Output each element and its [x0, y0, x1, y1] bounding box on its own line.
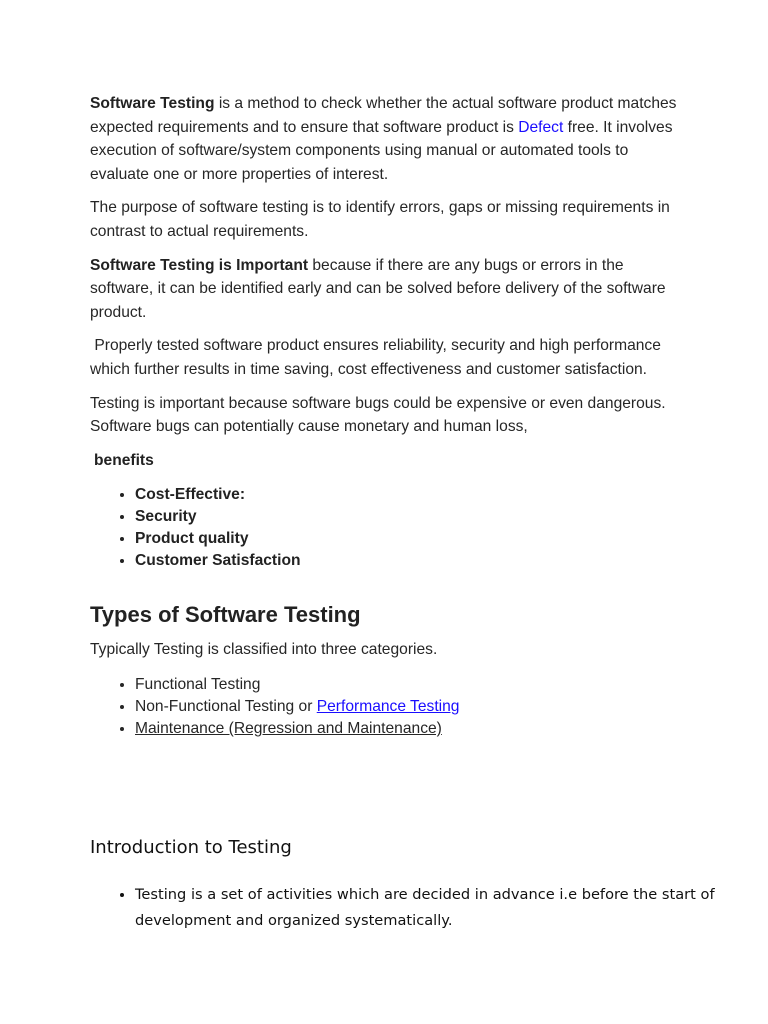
list-item: • Customer Satisfaction — [135, 550, 690, 572]
term-importance: Software Testing is Important — [90, 256, 309, 274]
performance-testing-link[interactable]: Performance Testing — [316, 697, 460, 715]
benefits-label: benefits — [94, 451, 154, 469]
types-list — [90, 674, 690, 740]
document-page — [90, 92, 715, 929]
definition-text-b: free. It involves execution of software/system components using manual or automated tools to evaluate one or more properties of interest. — [90, 118, 673, 183]
nonfunctional-text: Non-Functional Testing or — [135, 697, 317, 715]
list-item: • Functional Testing — [135, 674, 690, 696]
intro-heading: Introduction to Testing — [90, 837, 292, 858]
importance-text: because if there are any bugs or errors in the software, it can be identified early and can be solved before delivery of the software product. — [90, 256, 666, 321]
defect-link[interactable]: Defect — [518, 118, 564, 136]
paragraph-definition — [90, 92, 690, 186]
maintenance-text: Maintenance (Regression and Maintenance) — [135, 719, 442, 737]
benefits-list — [90, 484, 690, 572]
types-intro: Typically Testing is classified into three categories. — [90, 641, 438, 659]
list-item: • Product quality — [135, 528, 690, 550]
term-software-testing: Software Testing — [90, 95, 215, 112]
paragraph-bugs: Testing is important because software bugs could be expensive or even dangerous. Software bugs can potentially cause monetary and human loss, — [90, 394, 666, 436]
paragraph-importance — [90, 254, 690, 325]
paragraph-purpose: The purpose of software testing is to identify errors, gaps or missing requirements in contrast to actual requirements. — [90, 199, 670, 240]
paragraph-quality: Properly tested software product ensures reliability, security and high performance which further results in time saving, cost effectiveness and customer satisfaction. — [90, 337, 666, 378]
list-item — [135, 696, 690, 718]
definition-text-a: is a method to check whether the actual software product matches expected requirements and to ensure that software product is — [90, 95, 677, 136]
types-heading: Types of Software Testing — [90, 602, 361, 628]
list-item: • Security — [135, 506, 690, 528]
list-item: • Testing is a set of activities which are decided in advance i.e before the start of development and organized systematically. — [135, 882, 735, 934]
list-item: • Cost-Effective: — [135, 484, 690, 506]
intro-list — [90, 882, 735, 934]
list-item — [135, 718, 690, 740]
